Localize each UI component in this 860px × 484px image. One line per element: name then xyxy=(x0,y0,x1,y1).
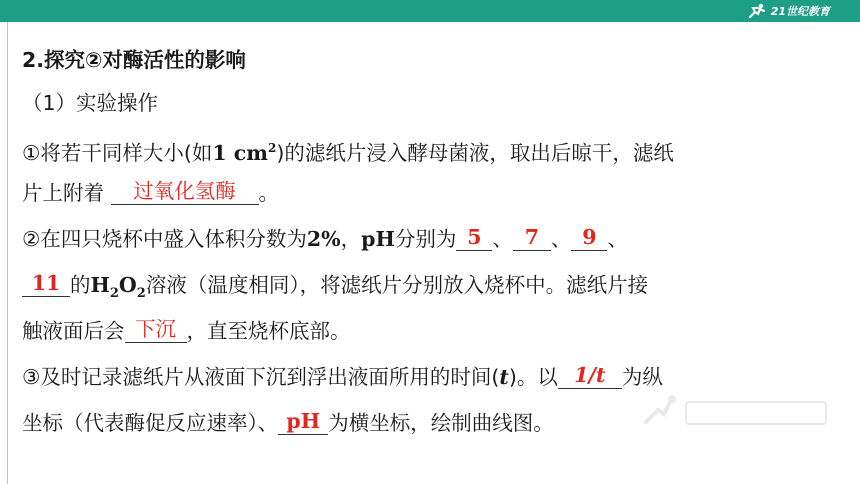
paragraph-3: ②在四只烧杯中盛入体积分数为2%，pH分别为 5 、 7 、 9 、 xyxy=(22,225,628,251)
paragraph-4: 11 的$H_2O_2$溶液（温度相同），将滤纸片分别放入烧杯中。滤纸片接 xyxy=(22,272,648,307)
answer-ph-7: 7 xyxy=(513,226,551,252)
answer-sink: 下沉 xyxy=(125,318,187,344)
runner-icon xyxy=(746,3,768,19)
answer-y-axis: 1/t xyxy=(558,364,622,390)
paragraph-5: 触液面后会 下沉 ，直至烧杯底部。 xyxy=(22,317,351,343)
answer-ph-5: 5 xyxy=(456,226,492,252)
paragraph-6: ③及时记录滤纸片从液面下沉到浮出液面所用的时间(t)。以 1/t 为纵 xyxy=(22,363,663,389)
watermark-logo xyxy=(640,392,840,448)
answer-ph-11: 11 xyxy=(22,272,70,298)
answer-x-axis: pH xyxy=(278,410,328,436)
subheading: （1）实验操作 xyxy=(22,91,159,115)
left-rule xyxy=(7,22,8,484)
paragraph-2: 片上附着 过氧化氢酶 。 xyxy=(22,179,280,205)
paragraph-7: 坐标（代表酶促反应速率）、 pH 为横坐标，绘制曲线图。 xyxy=(22,409,554,435)
header-bar xyxy=(0,0,860,22)
watermark-mark-icon xyxy=(640,392,840,432)
paragraph-1: ①将若干同样大小(如1 $cm^2$)的滤纸片浸入酵母菌液，取出后晾干，滤纸 xyxy=(22,140,674,165)
brand-logo xyxy=(746,2,830,20)
answer-enzyme: 过氧化氢酶 xyxy=(111,180,259,206)
section-heading: 2.探究②对酶活性的影响 xyxy=(22,48,246,72)
logo-text: 21世纪教育 xyxy=(770,5,830,18)
answer-ph-9: 9 xyxy=(571,226,607,252)
